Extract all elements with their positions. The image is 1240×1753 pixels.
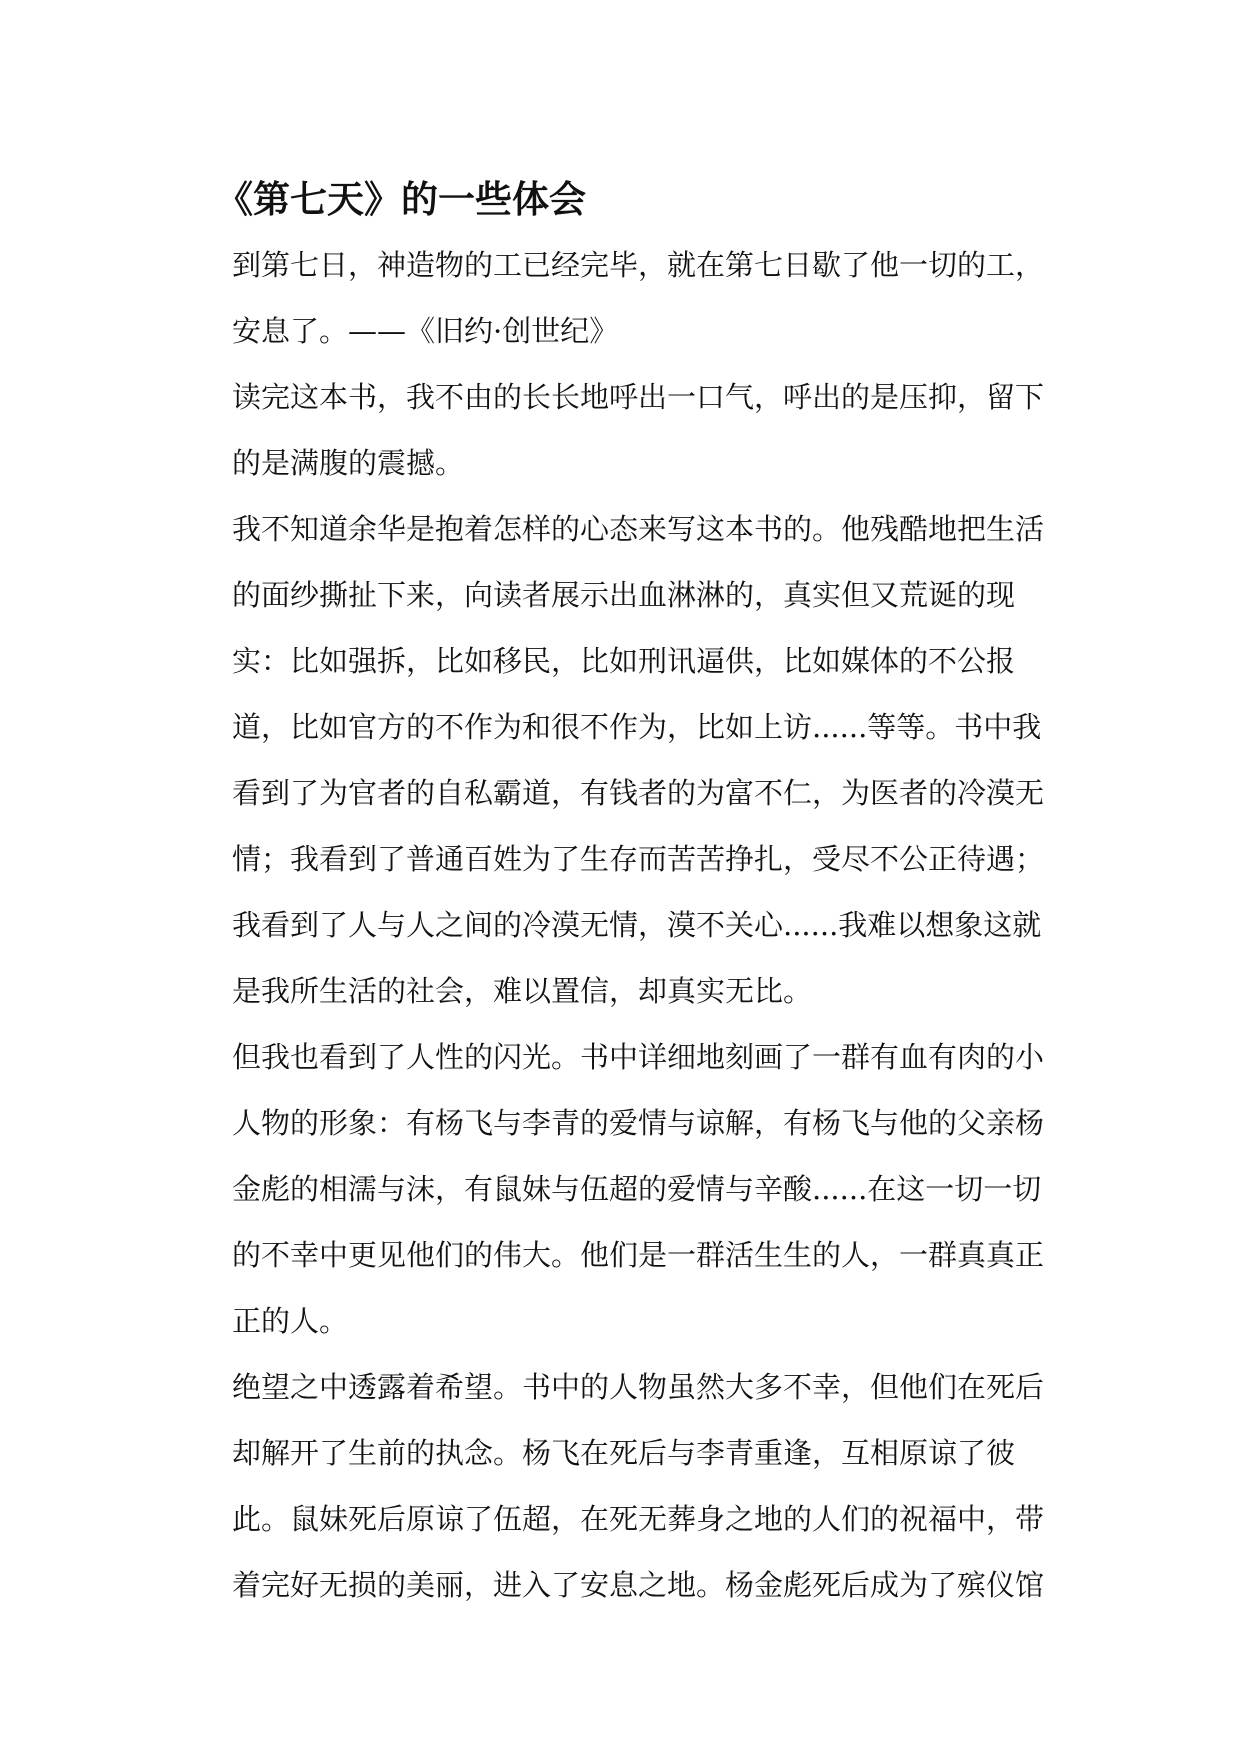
text-line: 此。鼠妹死后原谅了伍超，在死无葬身之地的人们的祝福中，带 — [232, 1502, 1045, 1536]
body-text — [232, 232, 1052, 1618]
text-line: 我不知道余华是抱着怎样的心态来写这本书的。他残酷地把生活 — [232, 512, 1045, 546]
text-line: 情；我看到了普通百姓为了生存而苦苦挣扎，受尽不公正待遇； — [232, 842, 1045, 876]
text-line: 安息了。——《旧约·创世纪》 — [232, 314, 619, 348]
text-line: 到第七日，神造物的工已经完毕，就在第七日歇了他一切的工， — [232, 248, 1045, 282]
text-line: 正的人。 — [232, 1304, 349, 1338]
text-line: 但我也看到了人性的闪光。书中详细地刻画了一群有血有肉的小 — [232, 1040, 1045, 1074]
text-line: 读完这本书，我不由的长长地呼出一口气，呼出的是压抑，留下 — [232, 380, 1045, 414]
text-line: 的不幸中更见他们的伟大。他们是一群活生生的人，一群真真正 — [232, 1238, 1045, 1272]
text-line: 着完好无损的美丽，进入了安息之地。杨金彪死后成为了殡仪馆 — [232, 1568, 1045, 1602]
text-line: 道，比如官方的不作为和很不作为，比如上访......等等。书中我 — [232, 710, 1042, 744]
text-line: 的是满腹的震撼。 — [232, 446, 465, 480]
text-line: 绝望之中透露着希望。书中的人物虽然大多不幸，但他们在死后 — [232, 1370, 1045, 1404]
text-line: 的面纱撕扯下来，向读者展示出血淋淋的，真实但又荒诞的现 — [232, 578, 1016, 612]
page-title: 《第七天》的一些体会 — [216, 178, 586, 221]
text-line: 看到了为官者的自私霸道，有钱者的为富不仁，为医者的冷漠无 — [232, 776, 1045, 810]
text-line: 实：比如强拆，比如移民，比如刑讯逼供，比如媒体的不公报 — [232, 644, 1016, 678]
text-line: 是我所生活的社会，难以置信，却真实无比。 — [232, 974, 813, 1008]
text-line: 我看到了人与人之间的冷漠无情，漠不关心......我难以想象这就 — [232, 908, 1042, 942]
text-line: 人物的形象：有杨飞与李青的爱情与谅解，有杨飞与他的父亲杨 — [232, 1106, 1045, 1140]
text-line: 却解开了生前的执念。杨飞在死后与李青重逢，互相原谅了彼 — [232, 1436, 1016, 1470]
text-line: 金彪的相濡与沫，有鼠妹与伍超的爱情与辛酸......在这一切一切 — [232, 1172, 1042, 1206]
